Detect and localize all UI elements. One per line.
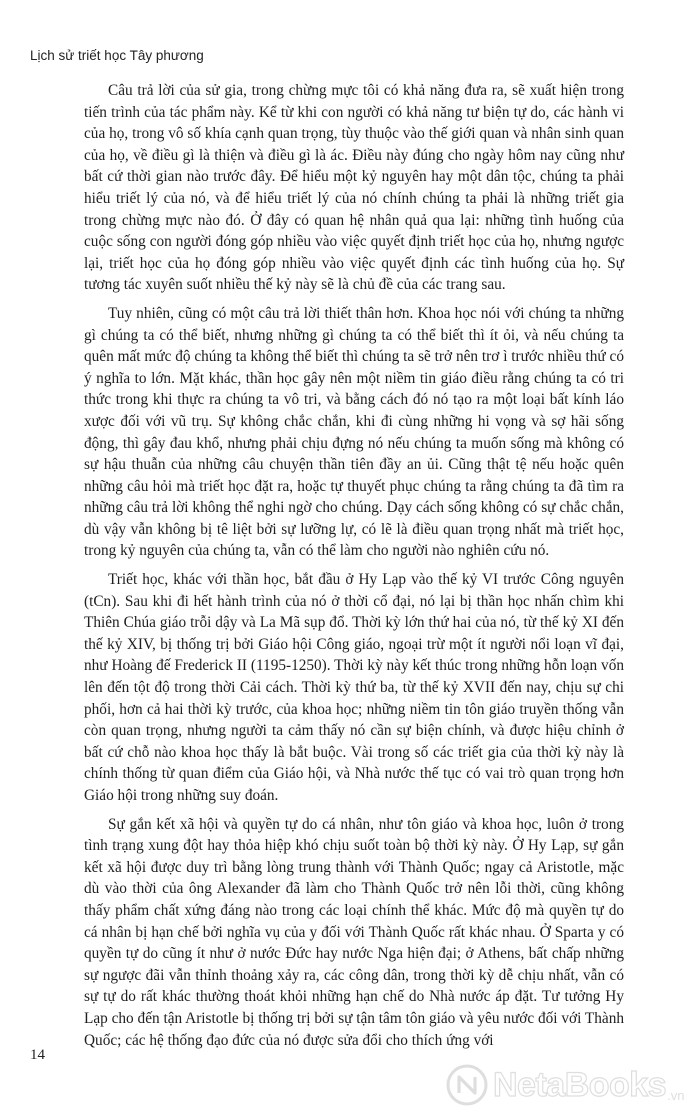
paragraph-4: Sự gắn kết xã hội và quyền tự do cá nhân, như tôn giáo và khoa học, luôn ở trong tình trạng xung đột hay thỏa hiệp khó chịu suốt toàn bộ thời kỳ này. Ở Hy Lạp, sự gắn kết xã hội được duy trì bằng lòng trung thành với Thành Quốc; ngay cả Aristotle, mặc dù vào thời của ông Alexander đã làm cho Thành Quốc trở nên lỗi thời, cũng không thấy phẩm chất xứng đáng nào trong các loại chính thể khác. Mức độ mà quyền tự do cá nhân bị hạn chế bởi nghĩa vụ của y đối với Thành Quốc rất khác nhau. Ở Sparta y có quyền tự do cũng ít như ở nước Đức hay nước Nga hiện đại; ở Athens, bất chấp những sự ngược đãi vẫn thỉnh thoảng xảy ra, các công dân, trong thời kỳ dễ chịu nhất, vẫn có sự tự do rất khác thường thoát khỏi những hạn chế do Nhà nước áp đặt. Tư tưởng Hy Lạp cho đến tận Aristotle bị thống trị bởi sự tận tâm tôn giáo và yêu nước đối với Thành Quốc; các hệ thống đạo đức của nó được sửa đổi cho thích ứng với	[84, 815, 624, 1049]
paragraph-3: Triết học, khác với thần học, bắt đầu ở Hy Lạp vào thế kỷ VI trước Công nguyên (tCn). Sau khi đi hết hành trình của nó ở thời cổ đại, nó lại bị thần học nhấn chìm khi Thiên Chúa giáo trỗi dậy và La Mã sụp đổ. Thời kỳ lớn thứ hai của nó, từ thế kỷ XI đến thế kỷ XIV, bị thống trị bởi Giáo hội Công giáo, ngoại trừ một ít người nổi loạn vĩ đại, như Hoàng đế Frederick II (1195-1250). Thời kỳ này kết thúc trong những hỗn loạn vốn lên đến tột độ trong thời Cải cách. Thời kỳ thứ ba, từ thế kỷ XVII đến nay, chịu sự chi phối, hơn cả hai thời kỳ trước, của khoa học; những niềm tin tôn giáo truyền thống vẫn còn quan trọng, nhưng người ta cảm thấy nó cần sự biện chính, và được hiệu chỉnh ở bất cứ chỗ nào khoa học thấy là bắt buộc. Vài trong số các triết gia của thời kỳ này là chính thống từ quan điểm của Giáo hội, và Nhà nước thế tục có vai trò quan trọng hơn Giáo hội trong những suy đoán.	[84, 571, 624, 804]
paragraph-2: Tuy nhiên, cũng có một câu trả lời thiết thân hơn. Khoa học nói với chúng ta những gì chúng ta có thể biết, nhưng những gì chúng ta có thể biết thì ít ỏi, và nếu chúng ta quên mất mức độ chúng ta không thể biết thì chúng ta sẽ trở nên trơ ì trước nhiều thứ có ý nghĩa to lớn. Mặt khác, thần học gây nên một niềm tin giáo điều rằng chúng ta có tri thức trong khi thực ra chúng ta vô tri, và bằng cách đó nó tạo ra một loại bất kính láo xược đối với vũ trụ. Sự không chắc chắn, khi đi cùng những hi vọng và sợ hãi sống động, thì gây đau khổ, nhưng phải chịu đựng nó nếu chúng ta muốn sống mà không có sự hậu thuẫn của những câu chuyện thần tiên đầy an ủi. Cũng thật tệ nếu hoặc quên những câu hỏi mà triết học đặt ra, hoặc tự thuyết phục chúng ta rằng chúng ta đã tìm ra những câu trả lời không thể nghi ngờ cho chúng. Dạy cách sống không có sự chắc chắn, dù vậy vẫn không bị tê liệt bởi sự lưỡng lự, có lẽ là điều quan trọng nhất mà triết học, trong kỷ nguyên của chúng ta, vẫn có thể làm cho người nào nghiên cứu nó.	[84, 304, 624, 560]
watermark-brand: NetaBooks	[493, 1065, 667, 1104]
running-header-title: Lịch sử triết học Tây phương	[30, 48, 204, 63]
page-number: 14	[30, 1047, 45, 1063]
netabooks-watermark	[445, 1055, 695, 1115]
watermark-suffix: .vn	[667, 1088, 685, 1103]
netabooks-logo-icon	[445, 1063, 489, 1107]
body-text	[84, 80, 624, 1058]
paragraph-1: Câu trả lời của sử gia, trong chừng mực tôi có khả năng đưa ra, sẽ xuất hiện trong tiến trình của tác phẩm này. Kể từ khi con người có khả năng tư biện tự do, các hành vi của họ, trong vô số khía cạnh quan trọng, tùy thuộc vào thế giới quan và nhân sinh quan của họ, về điều gì là thiện và điều gì là ác. Điều này đúng cho ngày hôm nay cũng như bất cứ thời gian nào trước đây. Để hiểu một kỷ nguyên hay một dân tộc, chúng ta phải hiểu triết lý của nó, và để hiểu triết lý của nó chính chúng ta phải là những triết gia trong chừng mực nào đó. Ở đây có quan hệ nhân quả qua lại: những tình huống của cuộc sống con người đóng góp nhiều vào việc quyết định triết học của họ, nhưng ngược lại, triết học của họ đóng góp nhiều vào việc quyết định các tình huống của họ. Sự tương tác xuyên suốt nhiều thế kỷ này sẽ là chủ đề của các trang sau.	[84, 82, 624, 294]
